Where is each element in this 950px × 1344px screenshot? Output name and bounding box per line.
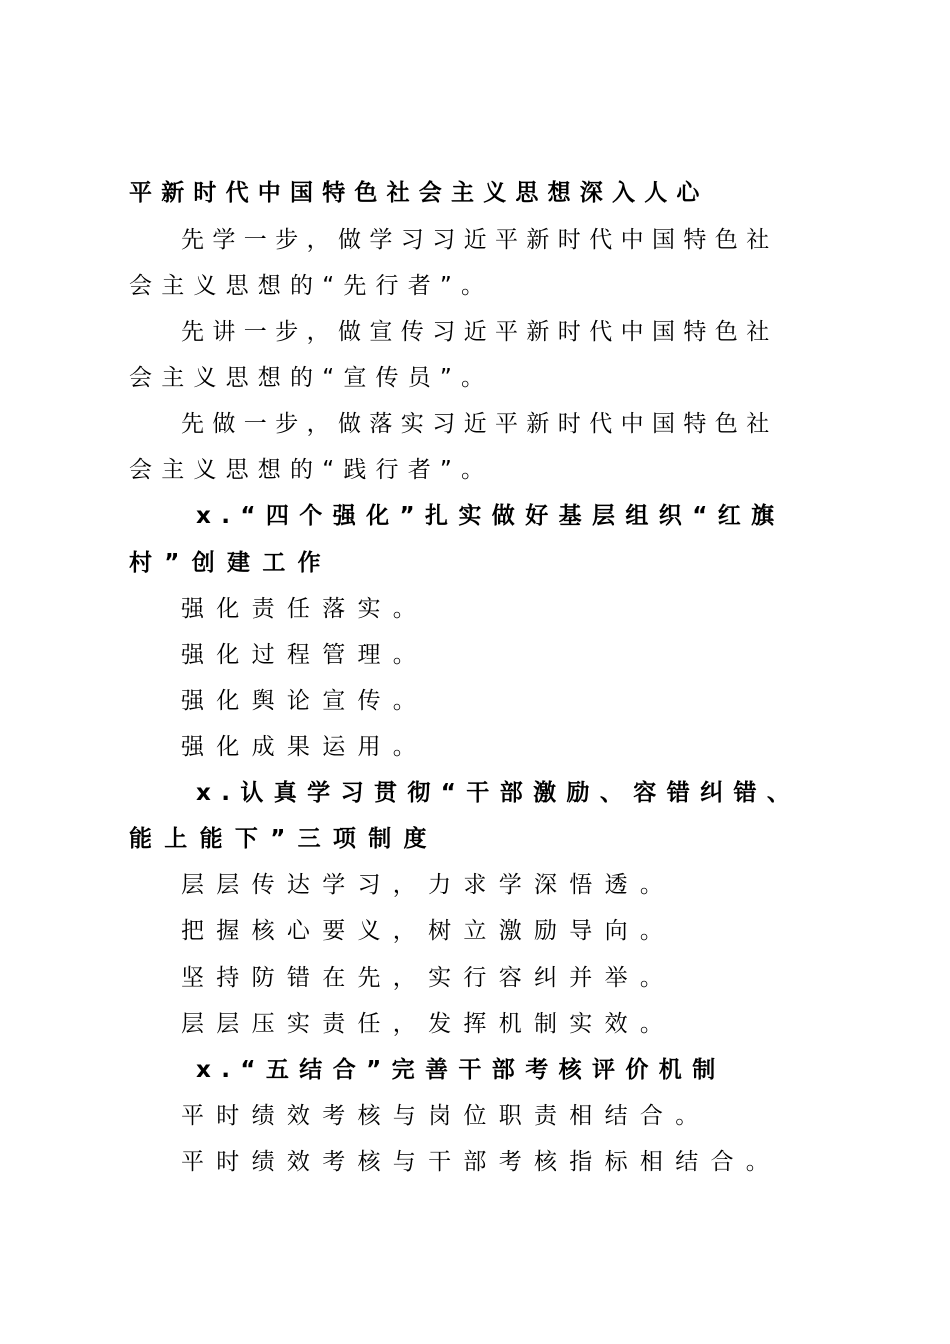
section-heading-2: x.认真学习贯彻“干部激励、容错纠错、 [196, 780, 801, 806]
list-item: 层层传达学习，力求学深悟透。 [181, 872, 676, 898]
list-item: 强化成果运用。 [181, 734, 429, 760]
list-item: 平时绩效考核与岗位职责相结合。 [181, 1103, 711, 1129]
list-item: 坚持防错在先，实行容纠并举。 [181, 965, 676, 991]
text-line-2: 先学一步，做学习习近平新时代中国特色社 [181, 227, 778, 253]
text-line-5: 会主义思想的“宣传员”。 [129, 365, 494, 391]
text-line-6: 先做一步，做落实习近平新时代中国特色社 [181, 411, 778, 437]
list-item: 强化责任落实。 [181, 596, 429, 622]
text-line-3: 会主义思想的“先行者”。 [129, 273, 494, 299]
section-heading-2-cont: 能上能下”三项制度 [129, 826, 439, 852]
section-heading-1-cont: 村”创建工作 [129, 550, 333, 576]
text-line-4: 先讲一步，做宣传习近平新时代中国特色社 [181, 319, 778, 345]
section-heading-1: x.“四个强化”扎实做好基层组织“红旗 [196, 503, 785, 529]
text-line-7: 会主义思想的“践行者”。 [129, 457, 494, 483]
list-item: 层层压实责任，发挥机制实效。 [181, 1011, 676, 1037]
list-item: 平时绩效考核与干部考核指标相结合。 [181, 1149, 782, 1175]
text-line-1: 平新时代中国特色社会主义思想深入人心 [129, 180, 709, 206]
list-item: 强化过程管理。 [181, 642, 429, 668]
list-item: 强化舆论宣传。 [181, 688, 429, 714]
section-heading-3: x.“五结合”完善干部考核评价机制 [196, 1057, 726, 1083]
list-item: 把握核心要义，树立激励导向。 [181, 918, 676, 944]
